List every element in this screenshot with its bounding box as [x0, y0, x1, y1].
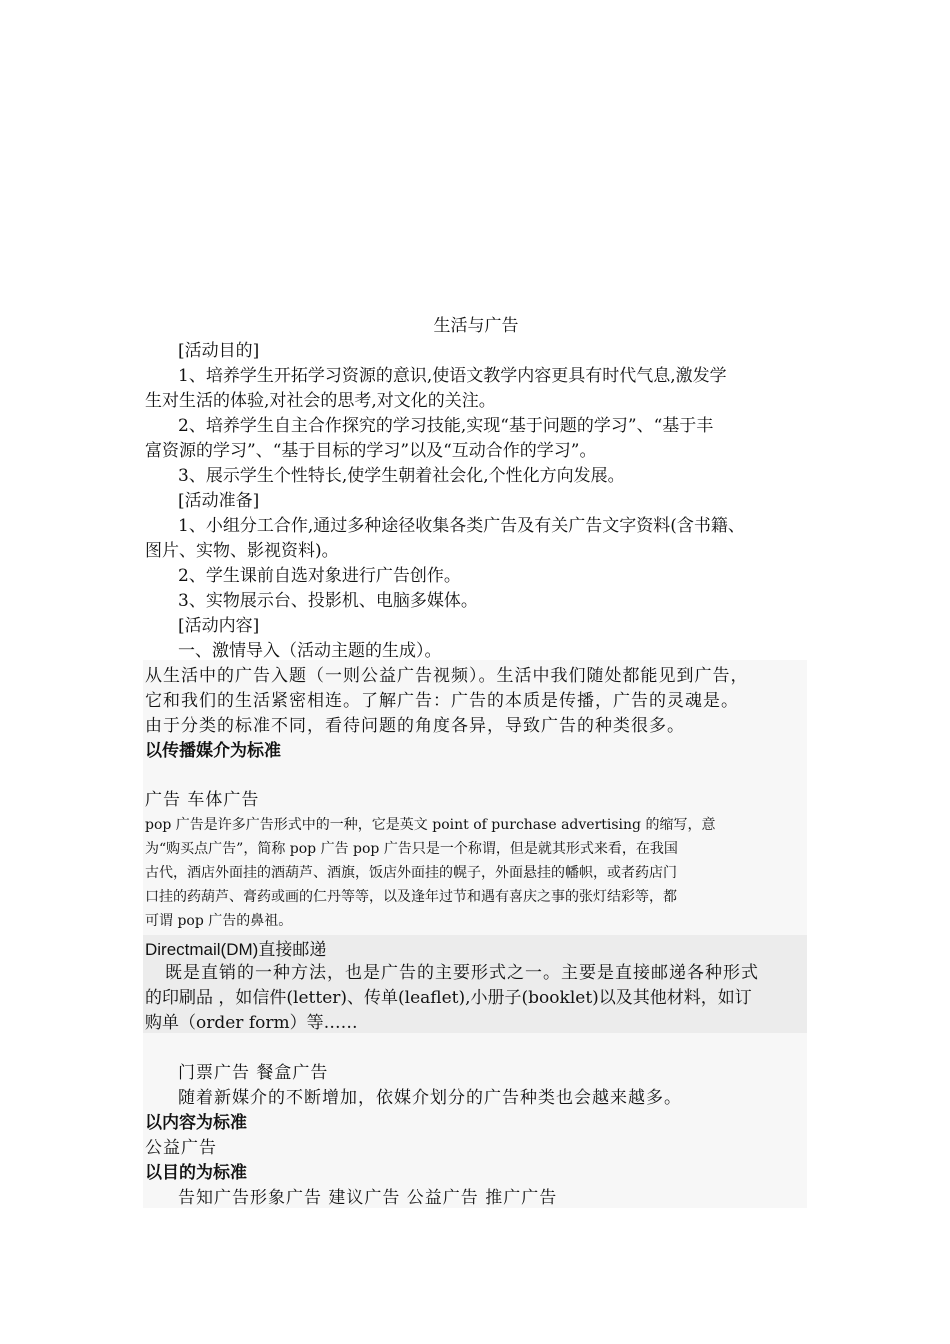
directmail-heading: Directmail(DM)直接邮递: [145, 940, 327, 959]
content-heading: [活动内容]: [178, 616, 260, 636]
directmail-line-3: 购单（order form）等……: [145, 1013, 358, 1033]
document-title: 生活与广告: [433, 316, 519, 336]
purpose-heading: [活动目的]: [178, 341, 260, 361]
intro-para-line-1: 从生活中的广告入题（一则公益广告视频）。生活中我们随处都能见到广告，: [145, 666, 749, 686]
pop-paragraph-line-5: 可谓 pop 广告的鼻祖。: [145, 913, 293, 929]
purpose-item-2-line-1: 2、培养学生自主合作探究的学习技能,实现“基于问题的学习”、“基于丰: [178, 416, 714, 436]
new-media-note: 随着新媒介的不断增加，依媒介划分的广告种类也会越来越多。: [178, 1088, 682, 1108]
purpose-item-3: 3、展示学生个性特长,使学生朝着社会化,个性化方向发展。: [178, 466, 625, 486]
purpose-item-1-line-1: 1、培养学生开拓学习资源的意识,使语文教学内容更具有时代气息,激发学: [178, 366, 727, 386]
directmail-line-2: 的印刷品 ，如信件(letter)、传单(leaflet),小册子(booklet)以及其他材料，如订: [145, 988, 752, 1008]
intro-para-line-3: 由于分类的标准不同，看待问题的角度各异，导致广告的种类很多。: [145, 716, 685, 736]
purpose-types: 告知广告形象广告 建议广告 公益广告 推广广告: [178, 1188, 558, 1208]
purpose-item-2-line-2: 富资源的学习”、“基于目标的学习”以及“互动合作的学习”。: [145, 441, 597, 461]
by-content-heading: 以内容为标准: [145, 1113, 247, 1133]
purpose-item-1-line-2: 生对生活的体验,对社会的思考,对文化的关注。: [145, 391, 496, 411]
prep-item-2: 2、学生课前自选对象进行广告创作。: [178, 566, 461, 586]
pop-paragraph-line-2: 为“购买点广告”，简称 pop 广告 pop 广告只是一个称谓，但是就其形式来看，在我国: [145, 841, 678, 857]
pop-paragraph-line-1: pop 广告是许多广告形式中的一种，它是英文 point of purchase advertising 的缩写，意: [145, 817, 716, 833]
prep-item-1-line-2: 图片、实物、影视资料)。: [145, 541, 339, 561]
media-types: 广告 车体广告: [145, 790, 260, 810]
content-types: 公益广告: [145, 1138, 217, 1158]
content-intro: 一、激情导入（活动主题的生成）。: [178, 641, 442, 661]
pop-paragraph-line-3: 古代，酒店外面挂的酒葫芦、酒旗，饭店外面挂的幌子，外面悬挂的幡帜，或者药店门: [145, 865, 677, 881]
prep-heading: [活动准备]: [178, 491, 260, 511]
directmail-line-1: 既是直销的一种方法，也是广告的主要形式之一。主要是直接邮递各种形式: [165, 963, 759, 983]
more-media-types: 门票广告 餐盒广告: [178, 1063, 329, 1083]
pop-paragraph-line-4: 口挂的药葫芦、膏药或画的仁丹等等，以及逢年过节和遇有喜庆之事的张灯结彩等，都: [145, 889, 677, 905]
intro-para-line-2: 它和我们的生活紧密相连。了解广告：广告的本质是传播，广告的灵魂是。: [145, 691, 739, 711]
by-purpose-heading: 以目的为标准: [145, 1163, 247, 1183]
prep-item-3: 3、实物展示台、投影机、电脑多媒体。: [178, 591, 478, 611]
prep-item-1-line-1: 1、小组分工合作,通过多种途径收集各类广告及有关广告文字资料(含书籍、: [178, 516, 745, 536]
by-media-heading: 以传播媒介为标准: [145, 741, 281, 761]
